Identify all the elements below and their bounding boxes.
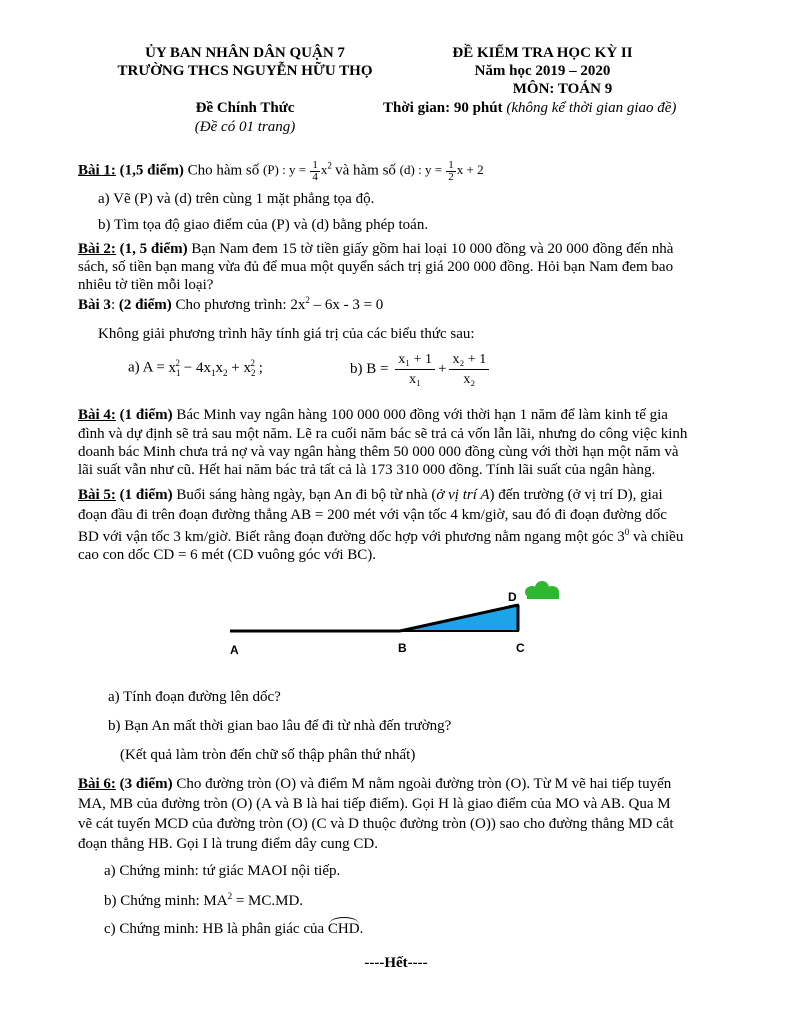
bai1-qa-pre: a) Vẽ <box>98 191 131 207</box>
func-d-name: (d) : y = <box>399 162 443 178</box>
bai6-line4: đoạn thẳng HB. Gọi I là trung điểm dây cung CD. <box>78 836 378 852</box>
bai4-points: (1 điểm) <box>119 407 173 423</box>
bai3-plus: + <box>438 361 447 377</box>
bai3-b-frac1 <box>395 350 435 389</box>
header-time-note: (không kể thời gian giao đề) <box>506 100 677 116</box>
bai3-exp: 2 <box>305 295 310 305</box>
bai1-points: (1,5 điểm) <box>119 162 184 179</box>
bai3-label: Bài 3 <box>78 297 111 313</box>
p-tail: x <box>320 162 328 178</box>
bai3-a-label: a) A = <box>128 359 165 376</box>
bai5-degree: 0 <box>624 527 630 537</box>
header-school-year: Năm học 2019 – 2020 <box>474 63 611 79</box>
bai3-points: (2 điểm) <box>118 297 172 313</box>
bai4-line1 <box>78 407 668 424</box>
bai5-line2: đoạn đầu đi trên đoạn đường thẳng AB = 200 mét với vận tốc 4 km/giờ, sau đó đi đoạn đường dốc <box>78 507 667 523</box>
d-den: 2 <box>448 171 454 183</box>
bai3-b-label: b) B = <box>350 361 389 377</box>
bush-icon <box>525 581 559 599</box>
bai6-qc-text: c) Chứng minh: HB là phân giác của <box>104 921 328 937</box>
bai6-question-b <box>104 891 303 910</box>
p-exp: 2 <box>327 161 332 172</box>
bai6-qb-tail: = MC.MD. <box>232 893 304 909</box>
bai2-points: (1, 5 điểm) <box>119 241 188 257</box>
p-den: 4 <box>312 171 318 183</box>
bai5-text1-italic: ở vị trí A <box>436 487 490 503</box>
bai3-instruction: Không giải phương trình hãy tính giá trị của các biểu thức sau: <box>98 326 475 342</box>
bai1-qa-p: (P) <box>134 191 153 207</box>
bai5-question-a: a) Tính đoạn đường lên dốc? <box>108 689 281 705</box>
bai1-text-and: và hàm số <box>335 162 396 179</box>
bai1-func-d <box>399 159 484 183</box>
func-p-fraction <box>310 160 320 183</box>
bai4-line4: lãi suất vẫn như cũ. Hết hai năm bác trả tất cả là 173 310 000 đồng. Tính lãi suất của ngân hàng. <box>78 462 656 478</box>
bai3-expr-a <box>128 358 263 398</box>
bai4-line3: doanh bác Minh chưa trả nợ và vay ngân hàng thêm 50 000 000 đồng cùng với thời hạn một năm và <box>78 444 679 460</box>
bai6-line2: MA, MB của đường tròn (O) (A và B là hai tiếp điểm). Gọi H là giao điểm của MO và AB. Qua M <box>78 796 671 812</box>
bai3-a-expression: $x_1^2 - 4x_1x_2 + x_2^2$ ; <box>168 358 263 378</box>
bai1-qb-post: bằng phép toán. <box>332 217 429 233</box>
bai6-label: Bài 6: <box>78 776 116 792</box>
point-c-label: C <box>516 641 525 655</box>
bai6-question-c <box>104 921 363 938</box>
bai2-line3: nhiêu tờ tiền mỗi loại? <box>78 277 214 293</box>
bai5-text3b: và chiều <box>629 529 684 545</box>
bai1-question-a <box>98 191 374 208</box>
point-b-label: B <box>398 641 407 655</box>
bai1-qa-d: (d) <box>174 191 192 207</box>
bai1-qa-and: và <box>156 191 171 207</box>
bai5-note: (Kết quả làm tròn đến chữ số thập phân thứ nhất) <box>120 747 416 763</box>
bai2-line2: sách, số tiền bạn mang vừa đủ để mua một quyển sách trị giá 200 000 đồng. Hỏi bạn Nam đem bao <box>78 259 674 275</box>
b-num1: x₁ + 1 <box>395 350 435 370</box>
bai5-line4: cao con dốc CD = 6 mét (CD vuông góc với BC). <box>78 547 377 563</box>
bai3-expr-b <box>350 350 492 396</box>
bai4-label: Bài 4: <box>78 407 116 423</box>
bai5-line3 <box>78 527 683 546</box>
bai6-qb-text: b) Chứng minh: MA <box>104 893 228 909</box>
bai5-text1b: ) đến trường (ở vị trí D), giai <box>489 487 663 503</box>
func-d-fraction <box>446 160 456 183</box>
bai1-qb-p: (P) <box>271 217 290 233</box>
bai5-points: (1 điểm) <box>119 487 173 503</box>
bai5-line1 <box>78 487 663 504</box>
bai6-text1: Cho đường tròn (O) và điểm M nằm ngoài đường tròn (O). Từ M vẽ hai tiếp tuyến <box>176 776 672 792</box>
bai1-label: Bài 1: <box>78 162 116 179</box>
header-subject: MÔN: TOÁN 9 <box>512 81 613 97</box>
angle-chd: CHD <box>327 921 360 937</box>
header-school: TRƯỜNG THCS NGUYỄN HỮU THỌ <box>117 63 373 79</box>
d-tail: x + 2 <box>456 162 484 178</box>
bai1-qb-d: (d) <box>311 217 329 233</box>
header-district: ỦY BAN NHÂN DÂN QUẬN 7 <box>145 45 345 61</box>
b-num2: x₂ + 1 <box>449 350 489 370</box>
bai1-qb-and: và <box>293 217 308 233</box>
bai5-question-b: b) Bạn An mất thời gian bao lâu để đi từ nhà đến trường? <box>108 718 452 734</box>
bai6-qb-exp: 2 <box>227 891 233 901</box>
bai4-line2: đình và dự định sẽ trả sau một năm. Lẽ ra cuối năm bác sẽ trả cả vốn lẫn lãi, nhưng do công việc kinh <box>78 426 688 442</box>
header-exam-title: ĐỀ KIỂM TRA HỌC KỲ II <box>452 45 633 61</box>
header-official: Đề Chính Thức <box>195 100 295 116</box>
bai2-line1 <box>78 241 673 258</box>
d-num: 1 <box>448 159 454 171</box>
bai6-points: (3 điểm) <box>119 776 173 792</box>
header-page-count: (Đề có 01 trang) <box>194 119 296 135</box>
p-num: 1 <box>312 159 318 171</box>
header-time-label: Thời gian: 90 phút <box>383 100 503 116</box>
bai3-equation: Cho phương trình: 2x <box>175 297 306 313</box>
slope-diagram <box>200 570 580 670</box>
bai6-line1 <box>78 776 671 793</box>
bai6-question-a: a) Chứng minh: tứ giác MAOI nội tiếp. <box>104 863 341 879</box>
b-den1: x₁ <box>409 372 422 387</box>
bai2-label: Bài 2: <box>78 241 116 257</box>
bai3-equation-tail: – 6x - 3 = 0 <box>309 297 384 313</box>
bai1-text: Cho hàm số <box>187 162 260 179</box>
bai6-qc-tail: . <box>359 921 364 937</box>
bai5-text3a: BD với vận tốc 3 km/giờ. Biết rằng đoạn đường dốc hợp với phương nằm ngang một góc 3 <box>78 529 625 545</box>
b-den2: x₂ <box>463 372 476 387</box>
bai3-colon: : <box>110 297 119 313</box>
bai5-label: Bài 5: <box>78 487 116 503</box>
bai5-text1a: Buổi sáng hàng ngày, bạn An đi bộ từ nhà ( <box>176 487 437 503</box>
point-d-label: D <box>508 590 517 604</box>
bai1-qb-pre: b) Tìm tọa độ giao điểm của <box>98 217 268 233</box>
bai1-func-p <box>263 159 335 183</box>
bai3-b-frac2 <box>449 350 489 389</box>
bai6-line3: vẽ cát tuyến MCD của đường tròn (O) (C và D thuộc đường tròn (O)) sao cho đường thẳng MD cắt <box>78 816 674 832</box>
bai1-qa-post: trên cùng 1 mặt phẳng tọa độ. <box>195 191 375 207</box>
func-p-name: (P) : y = <box>263 162 307 178</box>
bai1-title-line <box>78 160 484 183</box>
bai3-title-line <box>78 295 383 314</box>
end-marker: ----Hết---- <box>364 955 428 971</box>
point-a-label: A <box>230 643 239 657</box>
bai2-text1: Bạn Nam đem 15 tờ tiền giấy gồm hai loại 10 000 đồng và 20 000 đồng đến nhà <box>191 241 674 257</box>
header-time <box>383 100 676 117</box>
bai1-question-b <box>98 217 428 234</box>
bai4-text1: Bác Minh vay ngân hàng 100 000 000 đồng với thời hạn 1 năm để làm kinh tế gia <box>176 407 668 423</box>
